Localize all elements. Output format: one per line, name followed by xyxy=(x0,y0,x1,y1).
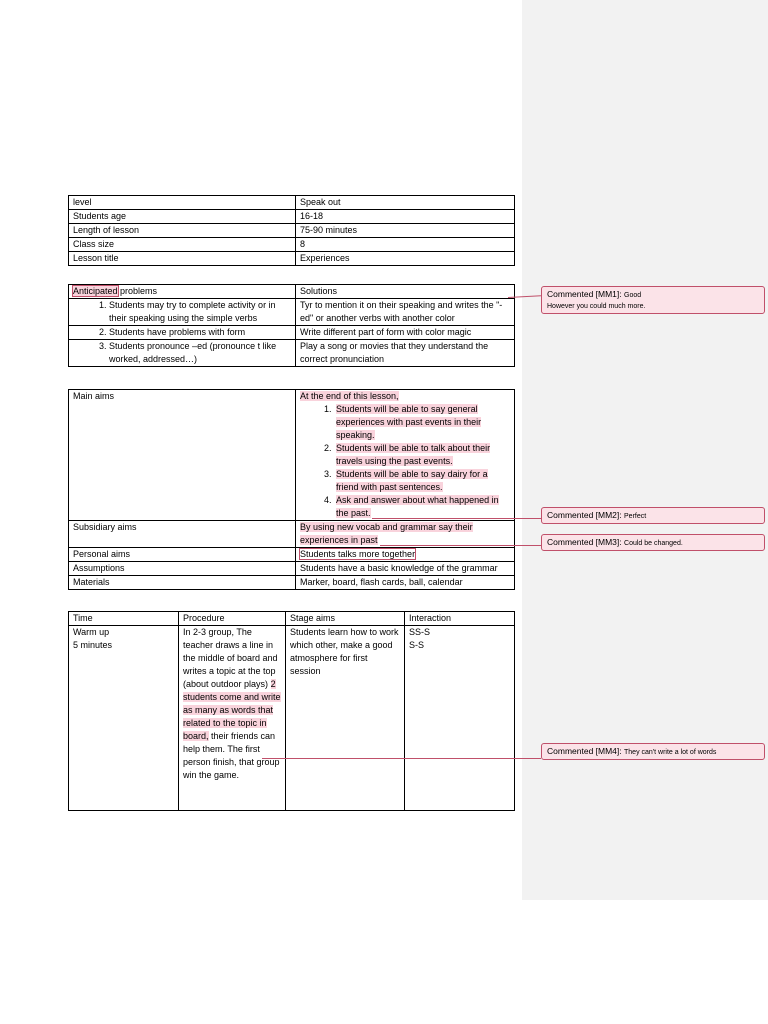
comment-text: They can't write a lot of words xyxy=(624,749,717,756)
table-row xyxy=(69,626,515,811)
comment-balloon[interactable] xyxy=(541,286,765,314)
interaction-pattern: SS-S xyxy=(409,627,431,637)
table-cell: Lesson title xyxy=(69,252,296,266)
table-row xyxy=(69,210,515,224)
table-cell: Length of lesson xyxy=(69,224,296,238)
table-row xyxy=(69,224,515,238)
comment-connector xyxy=(262,758,541,759)
time-stage: Warm up xyxy=(73,627,110,637)
comment-connector xyxy=(380,545,541,546)
table-cell: Students age xyxy=(69,210,296,224)
table-cell: Assumptions xyxy=(69,562,296,576)
table-row xyxy=(69,340,515,367)
comment-text-line2: However you could much more. xyxy=(547,303,646,310)
list-item: 1. Students may try to complete activity or in their speaking using the simple verbs xyxy=(109,299,291,325)
procedure-highlight[interactable]: 2 students come and write as many as words that related to the topic in board, xyxy=(183,679,281,741)
table-cell xyxy=(296,390,515,521)
table-cell: Write different part of form with color magic xyxy=(296,326,515,340)
comment-label: Commented [MM1]: xyxy=(547,289,622,299)
comment-label: Commented [MM2]: xyxy=(547,510,622,520)
table-cell: Speak out xyxy=(296,196,515,210)
table-cell: Personal aims xyxy=(69,548,296,562)
table-cell: Materials xyxy=(69,576,296,590)
table-cell xyxy=(69,626,179,811)
table-cell: 16-18 xyxy=(296,210,515,224)
list-item: 1. Students will be able to say general experiences with past events in their speaking. xyxy=(334,403,510,442)
table-row xyxy=(69,285,515,299)
table-cell: level xyxy=(69,196,296,210)
table-header-cell: Solutions xyxy=(296,285,515,299)
aims-table xyxy=(68,389,515,590)
lesson-info-table xyxy=(68,195,515,266)
procedure-text-continued: their friends can help them. The first person finish, that group win the game. xyxy=(183,731,280,780)
table-cell xyxy=(405,626,515,811)
comments-margin-pane xyxy=(522,0,768,900)
comment-balloon[interactable] xyxy=(541,507,765,524)
list-item: 4. Ask and answer about what happened in the past. xyxy=(334,494,510,520)
comment-label: Commented [MM3]: xyxy=(547,537,622,547)
table-cell: Experiences xyxy=(296,252,515,266)
table-header-cell: Procedure xyxy=(179,612,286,626)
table-cell: Class size xyxy=(69,238,296,252)
main-aims-intro[interactable]: At the end of this lesson, xyxy=(300,391,399,401)
table-cell: Tyr to mention it on their speaking and writes the "-ed" or another verbs with another color xyxy=(296,299,515,326)
table-row xyxy=(69,562,515,576)
table-row xyxy=(69,548,515,562)
procedure-text: In 2-3 group, The teacher draws a line in the middle of board and writes a topic at the top (about outdoor plays) xyxy=(183,627,278,689)
table-cell: Marker, board, flash cards, ball, calendar xyxy=(296,576,515,590)
list-item: 2. Students have problems with form xyxy=(109,326,291,339)
personal-aims-text[interactable]: Students talks more together xyxy=(300,549,416,559)
comment-text: Could be changed. xyxy=(624,540,683,547)
table-cell: Subsidiary aims xyxy=(69,521,296,548)
table-row xyxy=(69,326,515,340)
table-row xyxy=(69,238,515,252)
table-cell: Students learn how to work which other, make a good atmosphere for first session xyxy=(286,626,405,811)
comment-connector xyxy=(372,518,541,519)
table-cell xyxy=(296,548,515,562)
comment-label: Commented [MM4]: xyxy=(547,746,622,756)
procedure-table xyxy=(68,611,515,811)
subsidiary-aims-text[interactable]: By using new vocab and grammar say their experiences in past xyxy=(300,522,473,545)
table-cell: 75-90 minutes xyxy=(296,224,515,238)
table-cell: Students have a basic knowledge of the grammar xyxy=(296,562,515,576)
table-row xyxy=(69,612,515,626)
time-duration: 5 minutes xyxy=(73,640,113,650)
problems-table xyxy=(68,284,515,367)
table-cell xyxy=(296,521,515,548)
table-cell xyxy=(179,626,286,811)
table-row xyxy=(69,576,515,590)
table-cell xyxy=(69,299,296,326)
list-item: 3. Students will be able to say dairy for a friend with past sentences. xyxy=(334,468,510,494)
comment-balloon[interactable] xyxy=(541,534,765,551)
list-item: 2. Students will be able to talk about their travels using the past events. xyxy=(334,442,510,468)
table-row xyxy=(69,521,515,548)
table-row xyxy=(69,196,515,210)
comment-balloon[interactable] xyxy=(541,743,765,760)
list-item: 3. Students pronounce –ed (pronounce t like worked, addressed…) xyxy=(109,340,291,366)
table-cell: Main aims xyxy=(69,390,296,521)
interaction-pattern: S-S xyxy=(409,640,425,650)
comment-text: Perfect xyxy=(624,513,647,520)
table-cell xyxy=(69,326,296,340)
table-cell xyxy=(69,340,296,367)
header-text: problems xyxy=(117,286,158,296)
table-header-cell: Time xyxy=(69,612,179,626)
table-row xyxy=(69,299,515,326)
table-cell: 8 xyxy=(296,238,515,252)
table-header-cell: Stage aims xyxy=(286,612,405,626)
table-row xyxy=(69,390,515,521)
table-cell: Play a song or movies that they understand the correct pronunciation xyxy=(296,340,515,367)
table-header-cell xyxy=(69,285,296,299)
table-row xyxy=(69,252,515,266)
comment-text: Good xyxy=(624,292,642,299)
table-header-cell: Interaction xyxy=(405,612,515,626)
highlighted-word[interactable]: Anticipated xyxy=(73,286,118,296)
